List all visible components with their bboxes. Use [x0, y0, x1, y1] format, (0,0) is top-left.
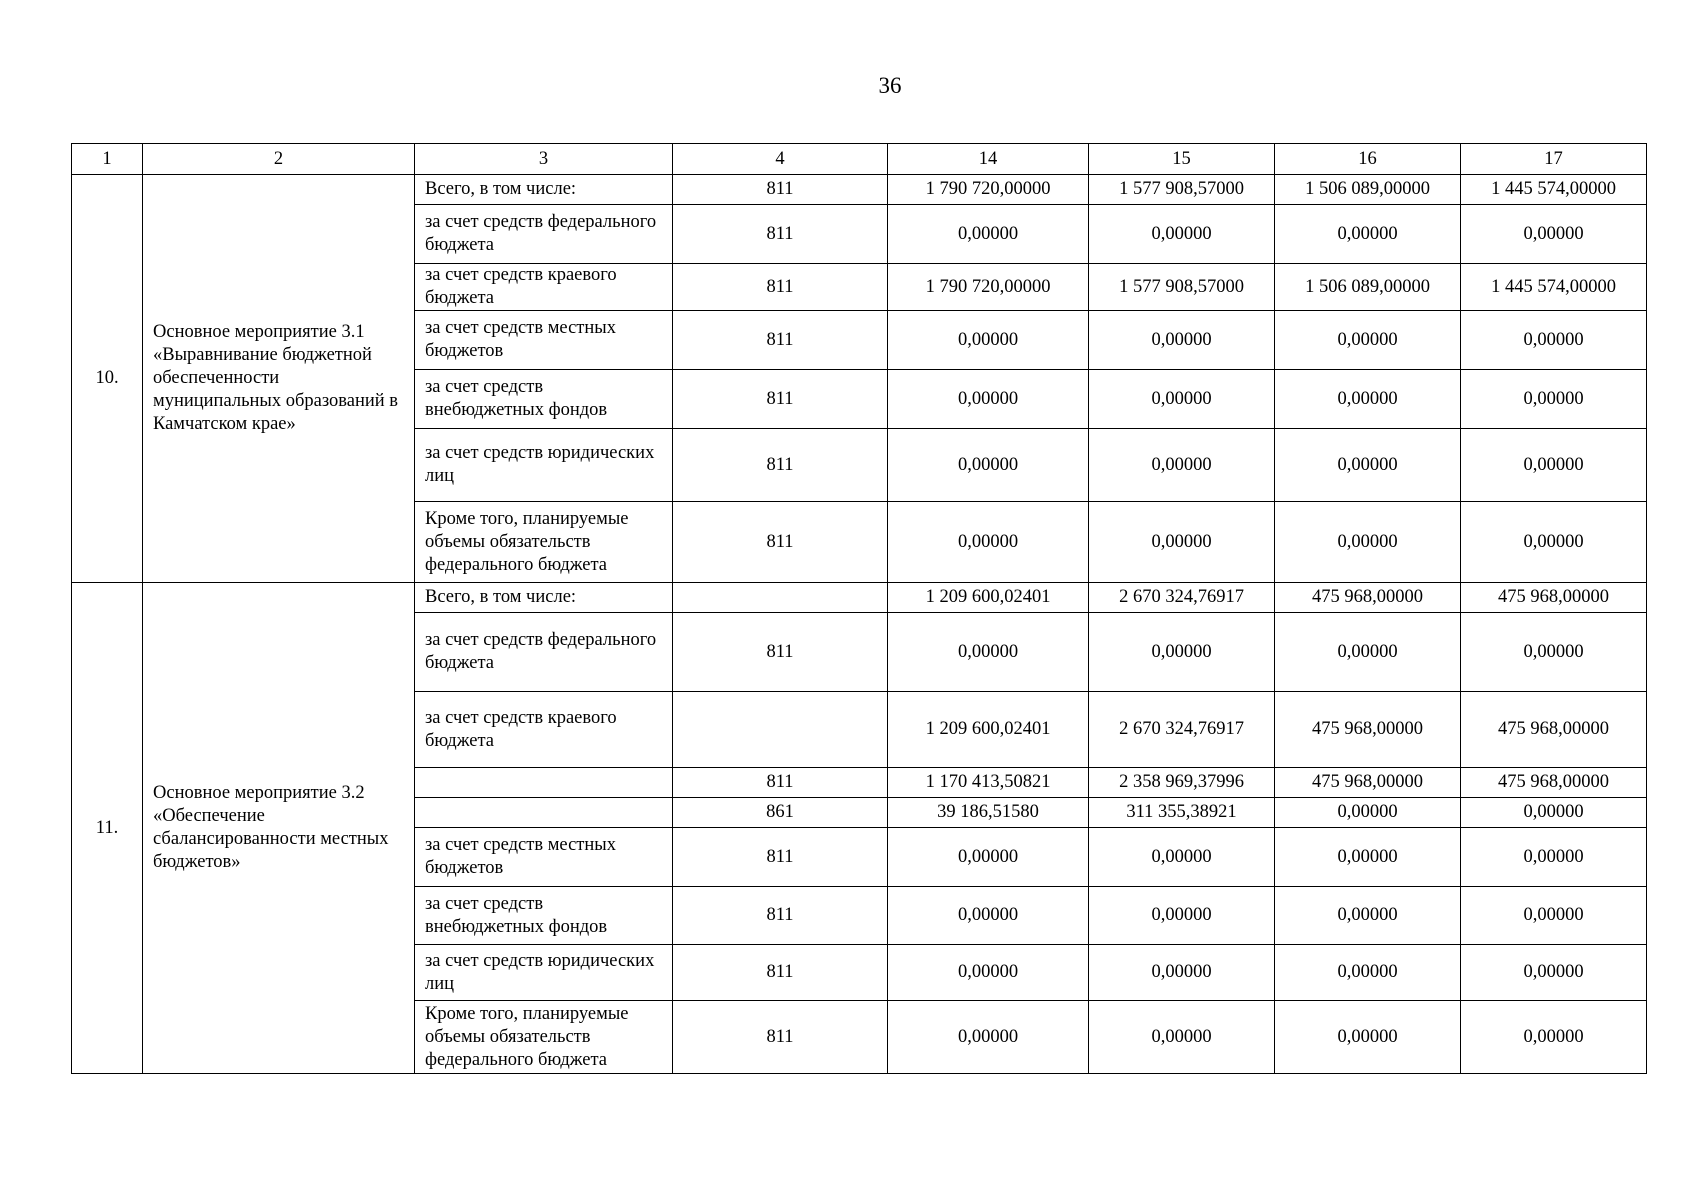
- budget-code: 811: [673, 1001, 888, 1074]
- amount-cell: 475 968,00000: [1461, 692, 1647, 768]
- header-cell: 14: [888, 144, 1089, 175]
- funding-source: за счет средств местных бюджетов: [415, 311, 673, 370]
- budget-table: [71, 143, 1647, 1074]
- budget-code: [673, 583, 888, 613]
- amount-cell: 1 445 574,00000: [1461, 175, 1647, 205]
- amount-cell: 475 968,00000: [1275, 692, 1461, 768]
- amount-cell: 0,00000: [1089, 887, 1275, 945]
- budget-code: 811: [673, 311, 888, 370]
- amount-cell: 0,00000: [1275, 502, 1461, 583]
- amount-cell: 0,00000: [1275, 828, 1461, 887]
- amount-cell: 0,00000: [888, 311, 1089, 370]
- funding-source: за счет средств внебюджетных фондов: [415, 370, 673, 429]
- amount-cell: 475 968,00000: [1275, 768, 1461, 798]
- amount-cell: 311 355,38921: [1089, 798, 1275, 828]
- amount-cell: 0,00000: [1461, 502, 1647, 583]
- amount-cell: 0,00000: [888, 945, 1089, 1001]
- page-number: 36: [878, 73, 902, 98]
- amount-cell: 0,00000: [1461, 828, 1647, 887]
- amount-cell: 0,00000: [1461, 311, 1647, 370]
- amount-cell: 0,00000: [1275, 205, 1461, 264]
- funding-source: Кроме того, планируемые объемы обязательств федерального бюджета: [415, 1001, 673, 1074]
- amount-cell: 0,00000: [888, 429, 1089, 502]
- amount-cell: 0,00000: [1275, 887, 1461, 945]
- budget-code: 811: [673, 613, 888, 692]
- budget-code: 811: [673, 828, 888, 887]
- amount-cell: 1 790 720,00000: [888, 264, 1089, 311]
- amount-cell: 1 506 089,00000: [1275, 264, 1461, 311]
- amount-cell: 0,00000: [888, 1001, 1089, 1074]
- amount-cell: 0,00000: [888, 828, 1089, 887]
- funding-source: за счет средств краевого бюджета: [415, 264, 673, 311]
- funding-source: за счет средств юридических лиц: [415, 945, 673, 1001]
- header-row: [72, 144, 1647, 175]
- funding-source: за счет средств местных бюджетов: [415, 828, 673, 887]
- amount-cell: 0,00000: [1461, 429, 1647, 502]
- budget-code: 811: [673, 945, 888, 1001]
- amount-cell: 2 358 969,37996: [1089, 768, 1275, 798]
- item-number: 11.: [72, 583, 143, 1074]
- activity-name: Основное мероприятие 3.1 «Выравнивание бюджетной обеспеченности муниципальных образований в Камчатском крае»: [143, 175, 415, 583]
- item-number: 10.: [72, 175, 143, 583]
- budget-code: 811: [673, 370, 888, 429]
- activity-name: Основное мероприятие 3.2 «Обеспечение сбалансированности местных бюджетов»: [143, 583, 415, 1074]
- header-cell: 3: [415, 144, 673, 175]
- funding-source: Всего, в том числе:: [415, 175, 673, 205]
- amount-cell: 0,00000: [888, 370, 1089, 429]
- amount-cell: 0,00000: [1089, 311, 1275, 370]
- funding-source: за счет средств юридических лиц: [415, 429, 673, 502]
- budget-code: 861: [673, 798, 888, 828]
- header-cell: 15: [1089, 144, 1275, 175]
- amount-cell: 1 209 600,02401: [888, 583, 1089, 613]
- funding-source: [415, 798, 673, 828]
- table-body: [72, 175, 1647, 1074]
- funding-source: за счет средств внебюджетных фондов: [415, 887, 673, 945]
- budget-code: 811: [673, 429, 888, 502]
- amount-cell: 0,00000: [1275, 1001, 1461, 1074]
- amount-cell: 0,00000: [1089, 1001, 1275, 1074]
- amount-cell: 475 968,00000: [1461, 583, 1647, 613]
- amount-cell: 0,00000: [1089, 613, 1275, 692]
- amount-cell: 1 170 413,50821: [888, 768, 1089, 798]
- budget-code: 811: [673, 205, 888, 264]
- amount-cell: 39 186,51580: [888, 798, 1089, 828]
- amount-cell: 0,00000: [888, 613, 1089, 692]
- amount-cell: 0,00000: [888, 502, 1089, 583]
- amount-cell: 0,00000: [1461, 945, 1647, 1001]
- amount-cell: 1 209 600,02401: [888, 692, 1089, 768]
- amount-cell: 2 670 324,76917: [1089, 692, 1275, 768]
- amount-cell: 0,00000: [1275, 945, 1461, 1001]
- header-cell: 1: [72, 144, 143, 175]
- amount-cell: 0,00000: [1089, 945, 1275, 1001]
- amount-cell: 1 445 574,00000: [1461, 264, 1647, 311]
- header-cell: 2: [143, 144, 415, 175]
- amount-cell: 1 577 908,57000: [1089, 264, 1275, 311]
- amount-cell: 475 968,00000: [1461, 768, 1647, 798]
- amount-cell: 0,00000: [1275, 429, 1461, 502]
- header-cell: 17: [1461, 144, 1647, 175]
- funding-source: Кроме того, планируемые объемы обязательств федерального бюджета: [415, 502, 673, 583]
- amount-cell: 0,00000: [1089, 828, 1275, 887]
- amount-cell: 0,00000: [1089, 502, 1275, 583]
- funding-source: за счет средств федерального бюджета: [415, 613, 673, 692]
- funding-source: Всего, в том числе:: [415, 583, 673, 613]
- funding-source: за счет средств федерального бюджета: [415, 205, 673, 264]
- amount-cell: 0,00000: [1275, 798, 1461, 828]
- amount-cell: 0,00000: [1461, 1001, 1647, 1074]
- amount-cell: 0,00000: [1275, 613, 1461, 692]
- amount-cell: 2 670 324,76917: [1089, 583, 1275, 613]
- amount-cell: 1 506 089,00000: [1275, 175, 1461, 205]
- amount-cell: 0,00000: [1089, 429, 1275, 502]
- amount-cell: 0,00000: [1461, 613, 1647, 692]
- budget-code: 811: [673, 768, 888, 798]
- amount-cell: 0,00000: [888, 205, 1089, 264]
- amount-cell: 0,00000: [1461, 205, 1647, 264]
- budget-code: 811: [673, 175, 888, 205]
- budget-code: 811: [673, 887, 888, 945]
- budget-code: 811: [673, 264, 888, 311]
- amount-cell: 0,00000: [1089, 370, 1275, 429]
- budget-code: 811: [673, 502, 888, 583]
- amount-cell: 0,00000: [1461, 370, 1647, 429]
- table-row: [72, 583, 1647, 613]
- header-cell: 4: [673, 144, 888, 175]
- amount-cell: 1 790 720,00000: [888, 175, 1089, 205]
- amount-cell: 0,00000: [1461, 798, 1647, 828]
- amount-cell: 0,00000: [1089, 205, 1275, 264]
- budget-code: [673, 692, 888, 768]
- amount-cell: 475 968,00000: [1275, 583, 1461, 613]
- amount-cell: 1 577 908,57000: [1089, 175, 1275, 205]
- header-cell: 16: [1275, 144, 1461, 175]
- amount-cell: 0,00000: [1461, 887, 1647, 945]
- amount-cell: 0,00000: [888, 887, 1089, 945]
- funding-source: за счет средств краевого бюджета: [415, 692, 673, 768]
- table-row: [72, 175, 1647, 205]
- amount-cell: 0,00000: [1275, 370, 1461, 429]
- amount-cell: 0,00000: [1275, 311, 1461, 370]
- funding-source: [415, 768, 673, 798]
